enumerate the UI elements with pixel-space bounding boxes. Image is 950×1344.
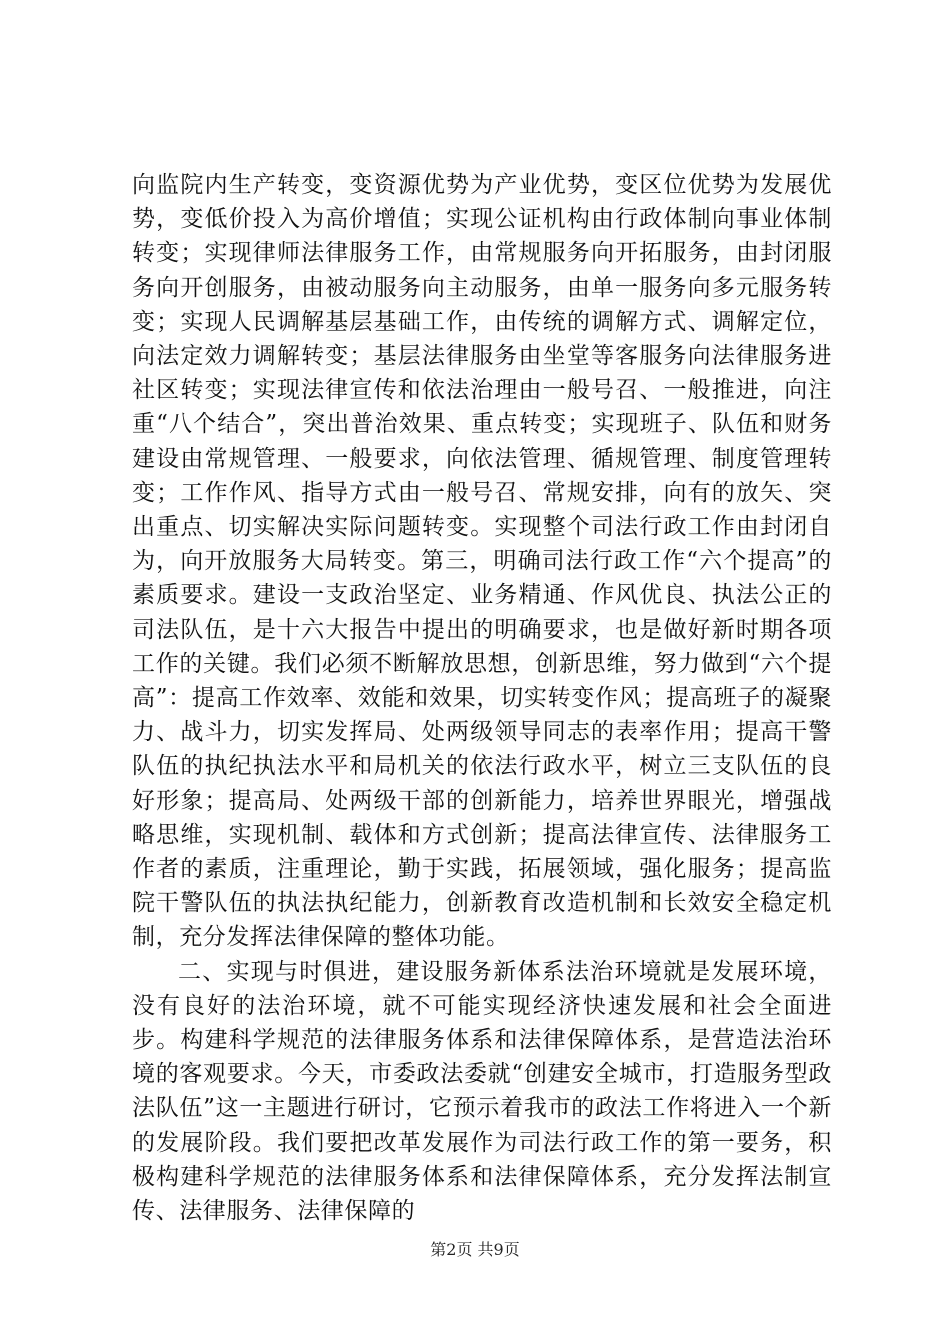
document-body [132, 168, 832, 1228]
body-paragraph-2: 二、实现与时俱进，建设服务新体系法治环境就是发展环境，没有良好的法治环境，就不可能实现经济快速发展和社会全面进步。构建科学规范的法律服务体系和法律保障体系，是营造法治环境的客观要求。今天，市委政法委就“创建安全城市，打造服务型政法队伍”这一主题进行研讨，它预示着我市的政法工作将进入一个新的发展阶段。我们要把改革发展作为司法行政工作的第一要务，积极构建科学规范的法律服务体系和法律保障体系，充分发挥法制宣传、法律服务、法律保障的 [132, 958, 832, 1225]
body-paragraph-1: 向监院内生产转变，变资源优势为产业优势，变区位优势为发展优势，变低价投入为高价增值；实现公证机构由行政体制向事业体制转变；实现律师法律服务工作，由常规服务向开拓服务，由封闭服务向开创服务，由被动服务向主动服务，由单一服务向多元服务转变；实现人民调解基层基础工作，由传统的调解方式、调解定位，向法定效力调解转变；基层法律服务由坐堂等客服务向法律服务进社区转变；实现法律宣传和依法治理由一般号召、一般推进，向注重“八个结合”，突出普治效果、重点转变；实现班子、队伍和财务建设由常规管理、一般要求，向依法管理、循规管理、制度管理转变；工作作风、指导方式由一般号召、常规安排，向有的放矢、突出重点、切实解决实际问题转变。实现整个司法行政工作由封闭自为，向开放服务大局转变。第三，明确司法行政工作“六个提高”的素质要求。建设一支政治坚定、业务精通、作风优良、执法公正的司法队伍，是十六大报告中提出的明确要求，也是做好新时期各项工作的关键。我们必须不断解放思想，创新思维，努力做到“六个提高”：提高工作效率、效能和效果，切实转变作风；提高班子的凝聚力、战斗力，切实发挥局、处两级领导同志的表率作用；提高干警队伍的执纪执法水平和局机关的依法行政水平，树立三支队伍的良好形象；提高局、处两级干部的创新能力，培养世界眼光，增强战略思维，实现机制、载体和方式创新；提高法律宣传、法律服务工作者的素质，注重理论，勤于实践，拓展领域，强化服务；提高监院干警队伍的执法执纪能力，创新教育改造机制和长效安全稳定机制，充分发挥法律保障的整体功能。 [132, 172, 832, 951]
page-footer: 第2页 共9页 [430, 1240, 520, 1259]
